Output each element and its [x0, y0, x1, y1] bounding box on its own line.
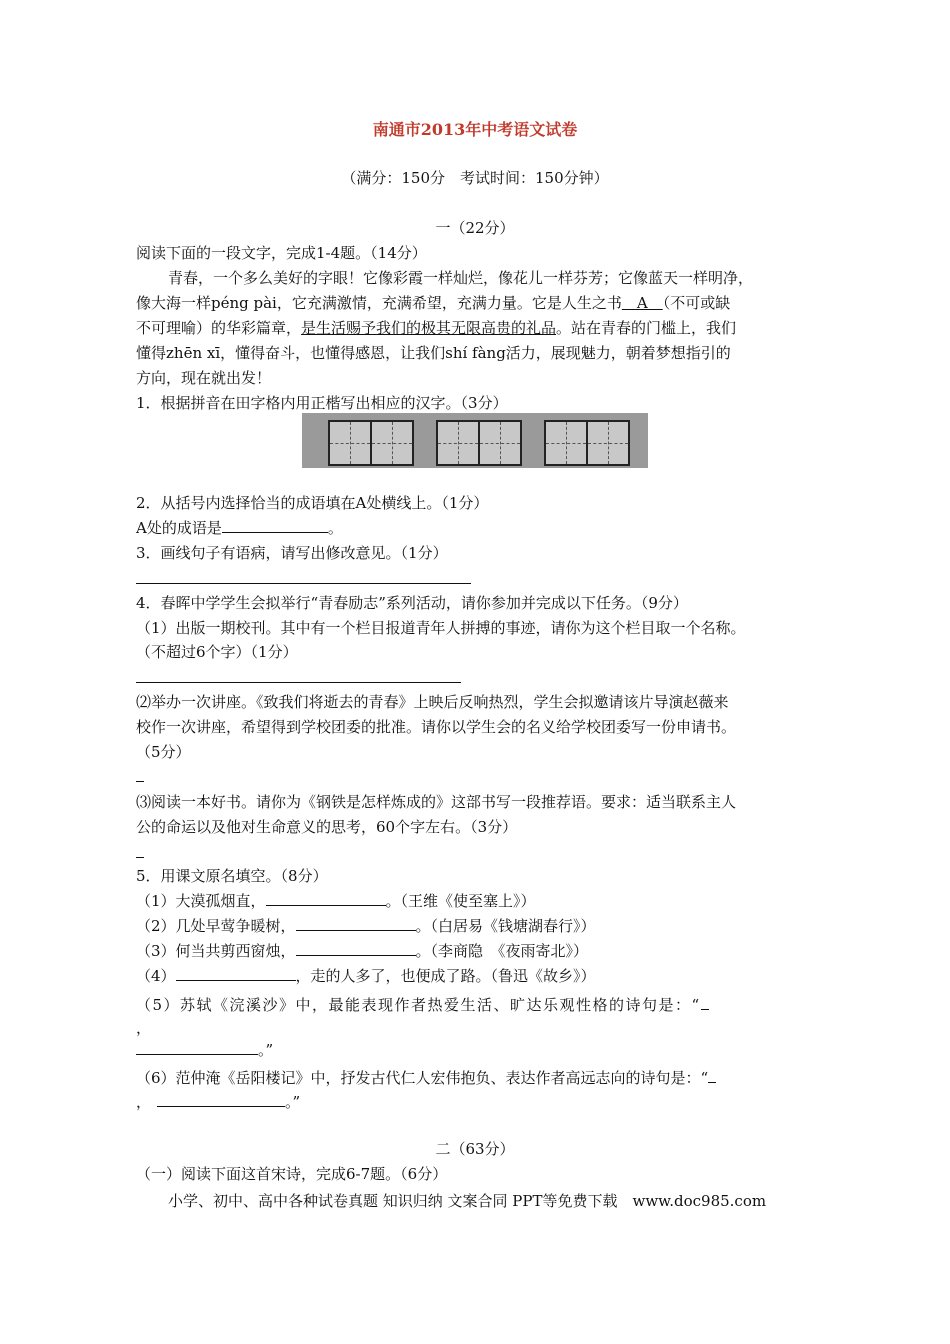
question-5-5-line-3 — [136, 1040, 273, 1060]
q5-2-source: 。（白居易《钱塘湖春行》） — [415, 917, 596, 935]
passage-line-2 — [136, 293, 730, 313]
exam-subtitle: （满分：150分 考试时间：150分钟） — [341, 169, 609, 187]
q5-6-close: 。” — [285, 1093, 301, 1111]
q5-6-blank-1[interactable] — [708, 1068, 716, 1083]
q5-3-text: （3）何当共剪西窗烛， — [136, 942, 296, 960]
answer-line-q3[interactable] — [136, 583, 471, 584]
q5-5-text: （5）苏轼《浣溪沙》中，最能表现作者热爱生活、旷达乐观性格的诗句是：“ — [136, 996, 701, 1014]
passage-line-2-tail: （不可或缺 — [662, 294, 731, 312]
question-4-1-line-2: （不超过6个字）（1分） — [136, 643, 298, 661]
question-2-answer — [136, 518, 343, 538]
question-5-5-line-2: ， — [136, 1019, 152, 1037]
passage-line-3-tail: 。站在青春的门槛上，我们 — [556, 319, 737, 337]
answer-line-q4-1[interactable] — [136, 682, 461, 683]
question-4-2-line-1: ⑵举办一次讲座。《致我们将逝去的青春》上映后反响热烈，学生会拟邀请该片导演赵薇来 — [136, 693, 729, 711]
question-3: 3．画线句子有语病，请写出修改意见。（1分） — [136, 544, 448, 562]
q5-5-blank-1[interactable] — [701, 995, 709, 1010]
passage-line-3 — [136, 318, 736, 338]
question-4: 4．春晖中学学生会拟举行“青春励志”系列活动，请你参加并完成以下任务。（9分） — [136, 594, 688, 612]
question-5-6-line-1 — [136, 1068, 716, 1088]
question-5-6-line-2 — [136, 1092, 300, 1112]
question-5-4 — [136, 966, 596, 986]
passage-line-3-text: 不可理喻）的华彩篇章， — [136, 319, 302, 337]
section1-intro: 阅读下面的一段文字，完成1-4题。（14分） — [136, 244, 427, 262]
tianzige-grid-image — [302, 413, 648, 468]
question-4-3-line-1: ⑶阅读一本好书。请你为《钢铁是怎样炼成的》这部书写一段推荐语。要求：适当联系主人 — [136, 793, 737, 811]
exam-title: 南通市2013年中考语文试卷 — [372, 120, 578, 139]
question-5-5-line-1 — [136, 995, 709, 1015]
question-4-1-line-1: （1）出版一期校刊。其中有一个栏目报道青年人拼搏的事迹，请你为这个栏目取一个名称。 — [136, 619, 746, 637]
answer-suffix: 。 — [327, 519, 343, 537]
passage-line-1: 青春，一个多么美好的字眼！它像彩霞一样灿烂，像花儿一样芬芳；它像蓝天一样明净， — [168, 269, 754, 287]
passage-line-4: 懂得zhēn xī，懂得奋斗，也懂得感恩，让我们shí fàng活力，展现魅力，朝着梦想指引的 — [136, 344, 731, 362]
footer-watermark: 小学、初中、高中各种试卷真题 知识归纳 文案合同 PPT等免费下载 www.doc985.com — [168, 1192, 767, 1210]
question-5: 5．用课文原名填空。（8分） — [136, 867, 328, 885]
question-5-1 — [136, 891, 536, 911]
question-4-3-line-2: 公的命运以及他对生命意义的思考，60个字左右。（3分） — [136, 818, 518, 836]
answer-line-q4-2[interactable] — [136, 781, 144, 782]
q5-3-source: 。（李商隐 《夜雨寄北》） — [415, 942, 589, 960]
q5-4-text: （4） — [136, 967, 176, 985]
question-4-2-line-2: 校作一次讲座，希望得到学校团委的批准。请你以学生会的名义给学校团委写一份申请书。 — [136, 718, 737, 736]
q5-6-comma: ， — [136, 1093, 152, 1111]
q5-4-blank[interactable] — [176, 966, 296, 981]
q5-1-blank[interactable] — [266, 891, 386, 906]
q5-6-text: （6）范仲淹《岳阳楼记》中，抒发古代仁人宏伟抱负、表达作者高远志向的诗句是：“ — [136, 1069, 709, 1087]
q5-5-close: 。” — [258, 1041, 274, 1059]
underlined-sentence: 是生活赐予我们的极其无限高贵的礼品 — [301, 319, 557, 337]
section2-heading: 二（63分） — [435, 1140, 515, 1158]
q5-4-source: ，走的人多了，也便成了路。（鲁迅《故乡》） — [295, 967, 596, 985]
question-5-2 — [136, 916, 596, 936]
tianzige-box-3[interactable] — [544, 420, 630, 466]
q5-2-blank[interactable] — [296, 916, 416, 931]
question-1: 1．根据拼音在田字格内用正楷写出相应的汉字。（3分） — [136, 394, 508, 412]
section1-heading: 一（22分） — [435, 219, 515, 237]
answer-line-q4-3[interactable] — [136, 857, 144, 858]
tianzige-box-2[interactable] — [436, 420, 522, 466]
passage-line-2-text: 像大海一样péng pài，它充满激情，充满希望，充满力量。它是人生之书 — [136, 294, 622, 312]
idiom-answer-blank[interactable] — [222, 518, 328, 533]
q5-1-text: （1）大漠孤烟直， — [136, 892, 266, 910]
question-2: 2．从括号内选择恰当的成语填在A处横线上。（1分） — [136, 494, 489, 512]
q5-5-blank-2[interactable] — [136, 1040, 258, 1055]
question-4-2-line-3: （5分） — [136, 743, 191, 761]
tianzige-box-1[interactable] — [328, 420, 414, 466]
blank-a: A — [621, 294, 663, 312]
passage-line-5: 方向，现在就出发！ — [136, 369, 272, 387]
question-5-3 — [136, 941, 588, 961]
q5-3-blank[interactable] — [296, 941, 416, 956]
section2-intro: （一）阅读下面这首宋诗，完成6-7题。（6分） — [136, 1165, 448, 1183]
q5-6-blank-2[interactable] — [157, 1092, 285, 1107]
q5-1-source: 。（王维《使至塞上》） — [385, 892, 536, 910]
q5-2-text: （2）几处早莺争暖树， — [136, 917, 296, 935]
answer-prefix: A处的成语是 — [136, 519, 222, 537]
